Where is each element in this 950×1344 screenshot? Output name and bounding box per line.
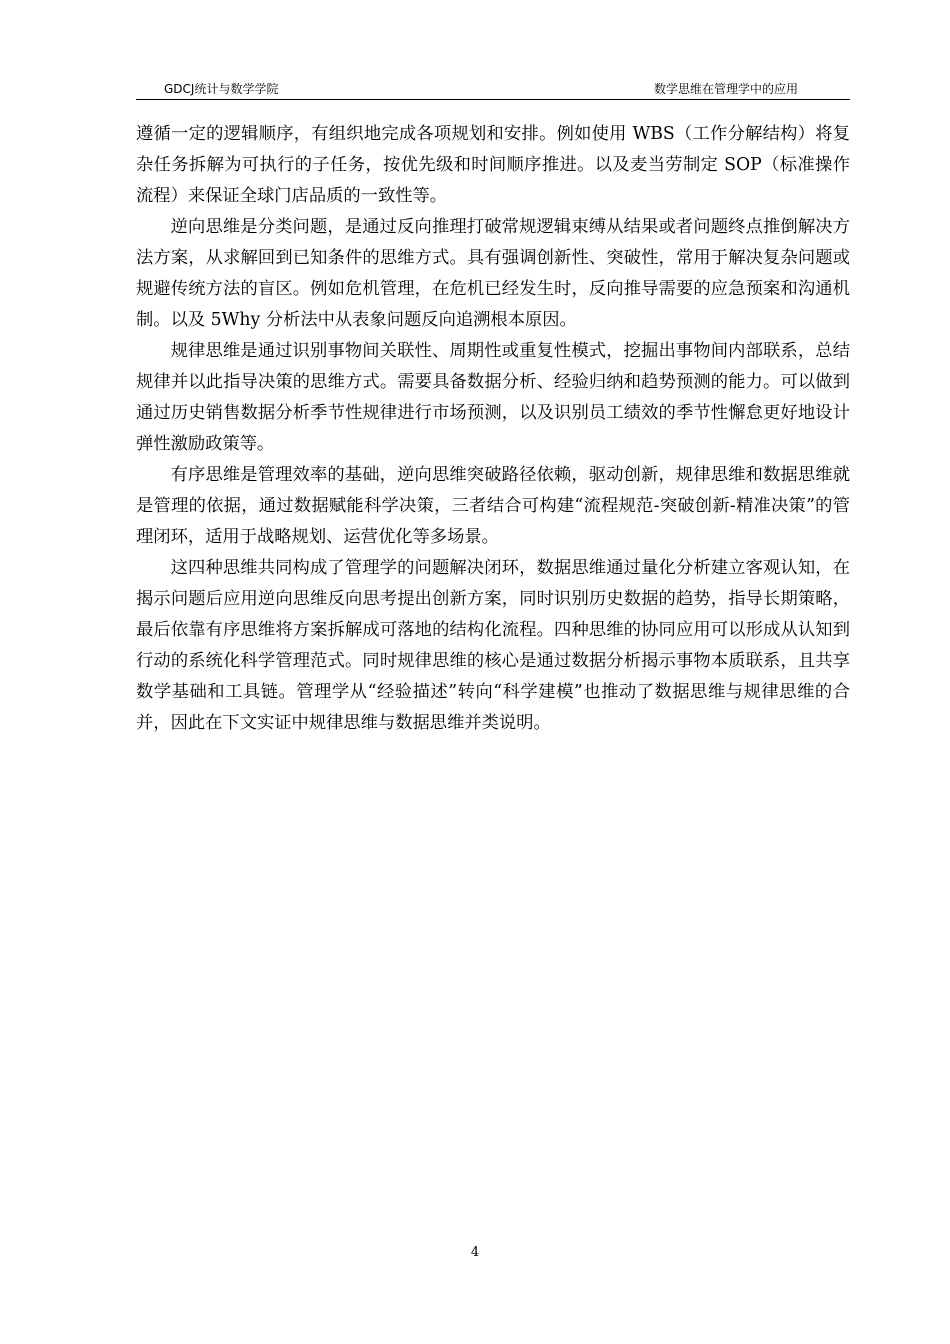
paragraph-combined-thinking: 有序思维是管理效率的基础，逆向思维突破路径依赖，驱动创新，规律思维和数据思维就是管理的依据，通过数据赋能科学决策，三者结合可构建“流程规范-突破创新-精准决策”的管理闭环，适用于战略规划、运营优化等多场景。: [136, 465, 850, 547]
paragraph-pattern-thinking: 规律思维是通过识别事物间关联性、周期性或重复性模式，挖掘出事物间内部联系，总结规律并以此指导决策的思维方式。需要具备数据分析、经验归纳和趋势预测的能力。可以做到通过历史销售数据分析季节性规律进行市场预测，以及识别员工绩效的季节性懈怠更好地设计弹性激励政策等。: [136, 341, 850, 454]
paragraph-reverse-thinking: 逆向思维是分类问题，是通过反向推理打破常规逻辑束缚从结果或者问题终点推倒解决方法方案，从求解回到已知条件的思维方式。具有强调创新性、突破性，常用于解决复杂问题或规避传统方法的盲区。例如危机管理，在危机已经发生时，反向推导需要的应急预案和沟通机制。以及 5Why 分析法中从表象问题反向追溯根本原因。: [136, 217, 850, 330]
header-institution: GDCJ统计与数学学院: [164, 82, 279, 96]
paragraph-closed-loop: 这四种思维共同构成了管理学的问题解决闭环，数据思维通过量化分析建立客观认知，在揭示问题后应用逆向思维反向思考提出创新方案，同时识别历史数据的趋势，指导长期策略，最后依靠有序思维将方案拆解成可落地的结构化流程。四种思维的协同应用可以形成从认知到行动的系统化科学管理范式。同时规律思维的核心是通过数据分析揭示事物本质联系，且共享数学基础和工具链。管理学从“经验描述”转向“科学建模”也推动了数据思维与规律思维的合并，因此在下文实证中规律思维与数据思维并类说明。: [136, 558, 850, 733]
page-header: [136, 79, 850, 100]
page-number: 4: [470, 1245, 480, 1260]
header-document-title: 数学思维在管理学中的应用: [653, 82, 798, 96]
paragraph-ordered-thinking-continued: 遵循一定的逻辑顺序，有组织地完成各项规划和安排。例如使用 WBS（工作分解结构）将复杂任务拆解为可执行的子任务，按优先级和时间顺序推进。以及麦当劳制定 SOP（标准操作流程）来保证全球门店品质的一致性等。: [136, 124, 850, 206]
body-text: [136, 119, 850, 739]
